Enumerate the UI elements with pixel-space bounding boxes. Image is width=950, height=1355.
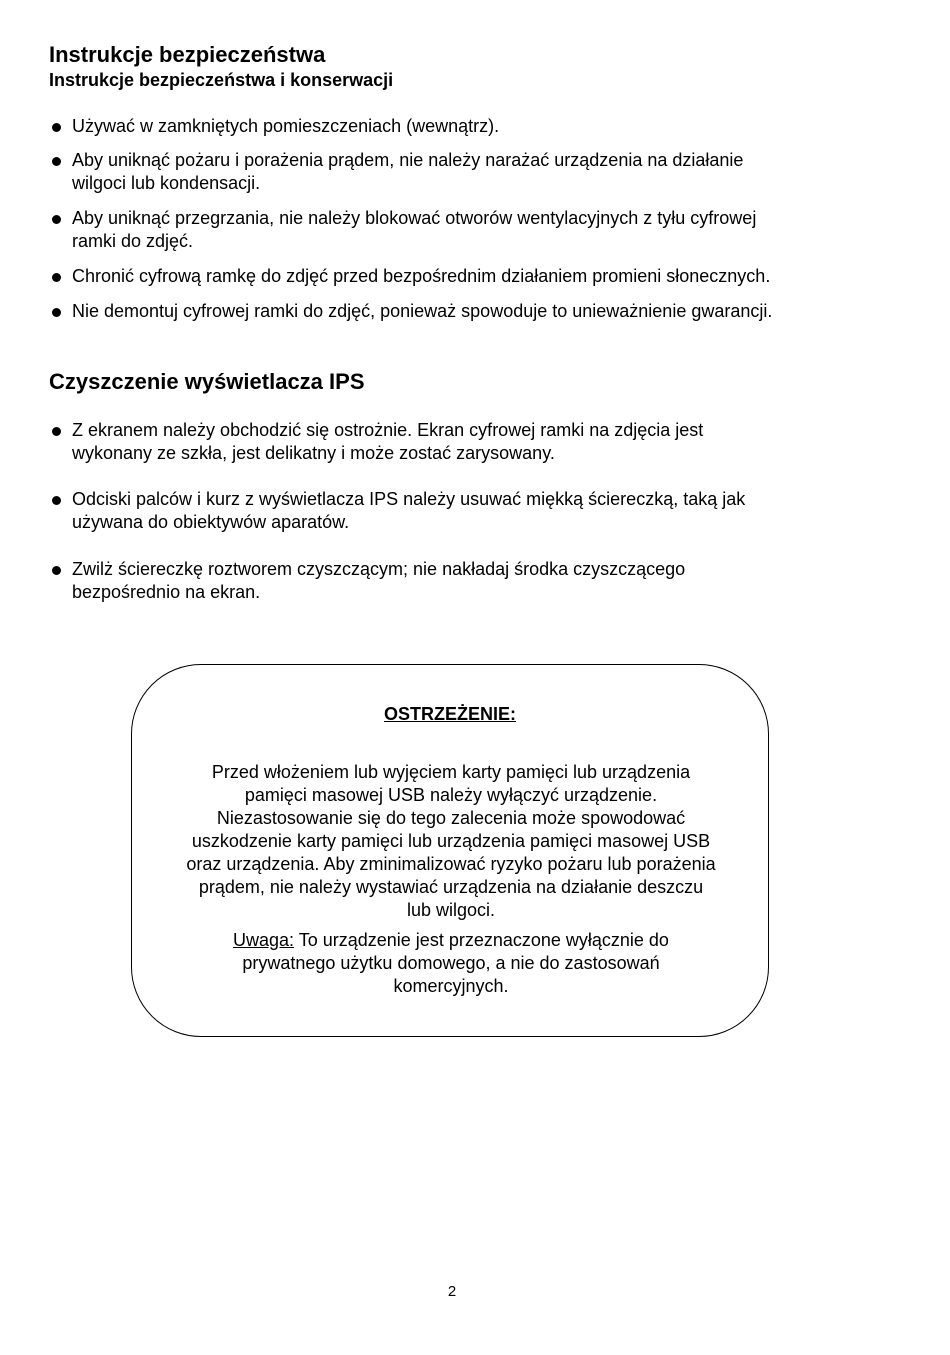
list-item xyxy=(49,488,909,534)
warning-box xyxy=(131,664,769,1037)
list-item xyxy=(49,149,909,195)
list-item-text: Nie demontuj cyfrowej ramki do zdjęć, ponieważ spowoduje to unieważnienie gwarancji. xyxy=(72,301,773,321)
list-item xyxy=(49,558,909,604)
list-item xyxy=(49,419,909,465)
list-item-text: Zwilż ściereczkę roztworem czyszczącym; nie nakładaj środka czyszczącego bezpośrednio na ekran. xyxy=(72,559,686,602)
list-item-text: Odciski palców i kurz z wyświetlacza IPS należy usuwać miękką ściereczką, taką jak używana do obiektywów aparatów. xyxy=(72,489,746,532)
list-item xyxy=(49,207,909,253)
bullet-icon xyxy=(52,566,61,575)
list-item xyxy=(49,115,909,138)
page-number: 2 xyxy=(447,1283,457,1300)
list-item-text: Z ekranem należy obchodzić się ostrożnie. Ekran cyfrowej ramki na zdjęcia jest wykonany ze szkła, jest delikatny i może zostać zarysowany. xyxy=(72,420,704,463)
bullet-icon xyxy=(52,215,61,224)
warning-title: OSTRZEŻENIE: xyxy=(383,704,516,724)
note-text: To urządzenie jest przeznaczone wyłącznie do prywatnego użytku domowego, a nie do zastosowań komercyjnych. xyxy=(242,930,669,996)
list-item xyxy=(49,265,909,288)
cleaning-section-title: Czyszczenie wyświetlacza IPS xyxy=(49,369,365,394)
bullet-icon xyxy=(52,157,61,166)
bullet-icon xyxy=(52,308,61,317)
bullet-icon xyxy=(52,496,61,505)
list-item-text: Używać w zamkniętych pomieszczeniach (wewnątrz). xyxy=(72,116,500,136)
list-item-text: Chronić cyfrową ramkę do zdjęć przed bezpośrednim działaniem promieni słonecznych. xyxy=(72,266,771,286)
bullet-icon xyxy=(52,123,61,132)
bullet-icon xyxy=(52,273,61,282)
list-item xyxy=(49,300,909,323)
list-item-text: Aby uniknąć przegrzania, nie należy blokować otworów wentylacyjnych z tyłu cyfrowej ramki do zdjęć. xyxy=(72,208,757,251)
warning-body: Przed włożeniem lub wyjęciem karty pamięci lub urządzenia pamięci masowej USB należy wyłączyć urządzenie. Niezastosowanie się do tego zalecenia może spowodować uszkodzenie karty pamięci lub urządzenia pamięci masowej USB oraz urządzenia. Aby zminimalizować ryzyko pożaru lub porażenia prądem, nie należy wystawiać urządzenia na działanie deszczu lub wilgoci. xyxy=(186,762,716,920)
bullet-icon xyxy=(52,427,61,436)
list-item-text: Aby uniknąć pożaru i porażenia prądem, nie należy narażać urządzenia na działanie wilgoci lub kondensacji. xyxy=(72,150,744,193)
note-label: Uwaga: xyxy=(233,930,295,950)
page-subtitle: Instrukcje bezpieczeństwa i konserwacji xyxy=(49,70,394,90)
warning-note xyxy=(152,929,750,998)
page-title: Instrukcje bezpieczeństwa xyxy=(49,42,326,67)
